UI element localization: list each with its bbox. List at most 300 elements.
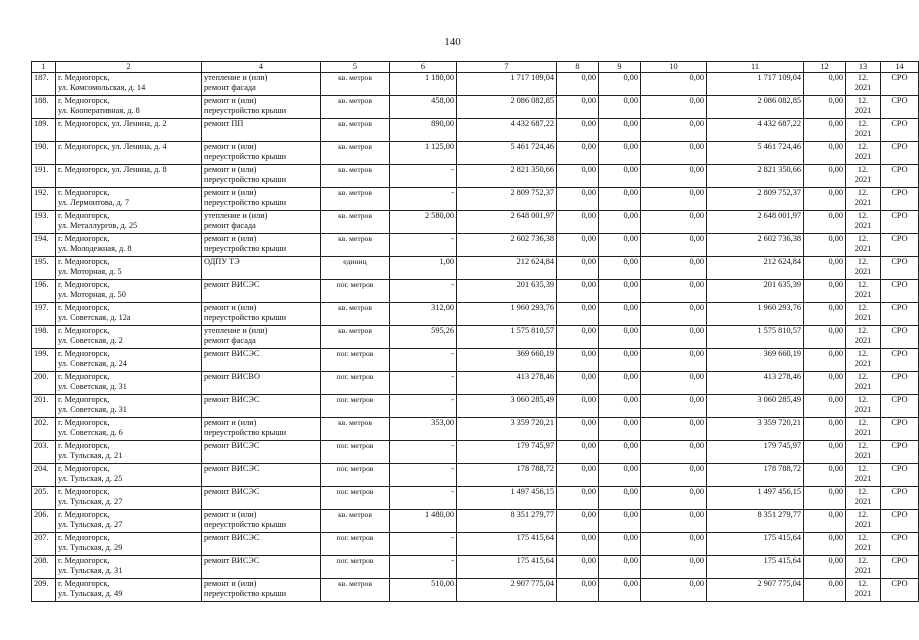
work-type-line: утепление и (или) [204, 211, 268, 221]
period-line: 2021 [854, 497, 872, 507]
work-type-line: ремонт фасада [204, 336, 256, 346]
period-line: 2021 [854, 589, 872, 599]
unit-cell: кв. метров [321, 418, 390, 441]
table-body [32, 73, 919, 602]
period-line: 2021 [854, 221, 872, 231]
period-cell [846, 441, 881, 464]
row-number-cell: 190. [32, 142, 56, 165]
address-line: г. Медногорск, ул. Ленина, д. 8 [58, 165, 167, 175]
period-line: 12. [857, 211, 869, 221]
unit-cell: кв. метров [321, 326, 390, 349]
period-line: 2021 [854, 520, 872, 530]
address-line: ул. Тульская, д. 27 [58, 497, 123, 507]
address-line: г. Медногорск, ул. Ленина, д. 2 [58, 119, 167, 129]
period-line: 12. [857, 533, 869, 543]
col8-cell: 0,00 [557, 280, 599, 303]
period-cell [846, 96, 881, 119]
work-type-cell [202, 326, 321, 349]
col10-cell: 0,00 [641, 165, 707, 188]
address-line: ул. Лермонтова, д. 7 [58, 198, 130, 208]
source-cell: СРО [881, 579, 919, 602]
row-number-cell: 209. [32, 579, 56, 602]
period-cell [846, 257, 881, 280]
col12-cell: 0,00 [804, 349, 846, 372]
row-number-cell: 204. [32, 464, 56, 487]
unit-cell: пог. метров [321, 556, 390, 579]
source-cell: СРО [881, 211, 919, 234]
work-type-cell [202, 487, 321, 510]
address-cell [56, 73, 202, 96]
work-type-line: ремонт фасада [204, 83, 256, 93]
work-type-cell [202, 165, 321, 188]
source-cell: СРО [881, 234, 919, 257]
address-cell [56, 510, 202, 533]
col11-cell: 1 960 293,76 [707, 303, 804, 326]
address-cell [56, 188, 202, 211]
table-header [32, 62, 919, 73]
source-cell: СРО [881, 372, 919, 395]
col12-cell: 0,00 [804, 579, 846, 602]
total-cost-cell: 5 461 724,46 [457, 142, 557, 165]
row-number-cell: 208. [32, 556, 56, 579]
table-row [32, 464, 919, 487]
col11-cell: 2 809 752,37 [707, 188, 804, 211]
column-header: 2 [56, 62, 202, 73]
quantity-cell: - [390, 280, 457, 303]
total-cost-cell: 2 809 752,37 [457, 188, 557, 211]
source-cell: СРО [881, 188, 919, 211]
col10-cell: 0,00 [641, 395, 707, 418]
period-cell [846, 464, 881, 487]
col8-cell: 0,00 [557, 418, 599, 441]
address-line: ул. Советская, д. 24 [58, 359, 127, 369]
address-line: ул. Моторная, д. 5 [58, 267, 122, 277]
period-line: 12. [857, 579, 869, 589]
period-line: 2021 [854, 359, 872, 369]
unit-cell: пог. метров [321, 464, 390, 487]
total-cost-cell: 2 907 775,04 [457, 579, 557, 602]
source-cell: СРО [881, 487, 919, 510]
total-cost-cell: 2 821 350,66 [457, 165, 557, 188]
work-type-line: ремонт ВИСЭС [204, 556, 260, 566]
quantity-cell: - [390, 372, 457, 395]
column-header: 8 [557, 62, 599, 73]
col8-cell: 0,00 [557, 510, 599, 533]
period-line: 2021 [854, 244, 872, 254]
col9-cell: 0,00 [599, 487, 641, 510]
col10-cell: 0,00 [641, 303, 707, 326]
address-line: ул. Металлургов, д. 25 [58, 221, 138, 231]
column-number-row [32, 62, 919, 73]
col12-cell: 0,00 [804, 96, 846, 119]
period-line: 2021 [854, 152, 872, 162]
total-cost-cell: 178 788,72 [457, 464, 557, 487]
period-line: 12. [857, 464, 869, 474]
period-cell [846, 303, 881, 326]
work-type-cell [202, 464, 321, 487]
source-cell: СРО [881, 96, 919, 119]
row-number-cell: 189. [32, 119, 56, 142]
quantity-cell: 890,00 [390, 119, 457, 142]
column-header: 1 [32, 62, 56, 73]
col9-cell: 0,00 [599, 142, 641, 165]
work-type-cell [202, 188, 321, 211]
address-line: ул. Моторная, д. 50 [58, 290, 126, 300]
unit-cell: кв. метров [321, 579, 390, 602]
col11-cell: 1 717 109,04 [707, 73, 804, 96]
quantity-cell: 2 580,00 [390, 211, 457, 234]
col8-cell: 0,00 [557, 119, 599, 142]
col11-cell: 201 635,39 [707, 280, 804, 303]
col10-cell: 0,00 [641, 119, 707, 142]
work-type-line: переустройство крыши [204, 198, 287, 208]
col10-cell: 0,00 [641, 188, 707, 211]
address-line: г. Медногорск, [58, 372, 110, 382]
col10-cell: 0,00 [641, 211, 707, 234]
total-cost-cell: 175 415,64 [457, 556, 557, 579]
period-cell [846, 73, 881, 96]
unit-cell: пог. метров [321, 372, 390, 395]
col11-cell: 413 278,46 [707, 372, 804, 395]
work-type-line: ремонт фасада [204, 221, 256, 231]
source-cell: СРО [881, 142, 919, 165]
period-cell [846, 395, 881, 418]
source-cell: СРО [881, 257, 919, 280]
row-number-cell: 195. [32, 257, 56, 280]
col8-cell: 0,00 [557, 211, 599, 234]
address-line: г. Медногорск, [58, 326, 110, 336]
col11-cell: 2 821 350,66 [707, 165, 804, 188]
work-type-line: ремонт ВИСВО [204, 372, 260, 382]
period-line: 2021 [854, 451, 872, 461]
quantity-cell: - [390, 556, 457, 579]
period-cell [846, 142, 881, 165]
work-type-line: ремонт и (или) [204, 418, 257, 428]
table-row [32, 257, 919, 280]
work-type-cell [202, 349, 321, 372]
col12-cell: 0,00 [804, 165, 846, 188]
table-row [32, 418, 919, 441]
col12-cell: 0,00 [804, 533, 846, 556]
col11-cell: 2 907 775,04 [707, 579, 804, 602]
col12-cell: 0,00 [804, 464, 846, 487]
period-line: 12. [857, 510, 869, 520]
quantity-cell: 353,00 [390, 418, 457, 441]
table-row [32, 372, 919, 395]
col8-cell: 0,00 [557, 464, 599, 487]
address-line: г. Медногорск, [58, 464, 110, 474]
col8-cell: 0,00 [557, 234, 599, 257]
col8-cell: 0,00 [557, 73, 599, 96]
address-cell [56, 165, 202, 188]
work-type-line: переустройство крыши [204, 589, 287, 599]
work-type-line: ОДПУ ТЭ [204, 257, 240, 267]
col12-cell: 0,00 [804, 119, 846, 142]
quantity-cell: 312,00 [390, 303, 457, 326]
col12-cell: 0,00 [804, 418, 846, 441]
column-header: 12 [804, 62, 846, 73]
total-cost-cell: 2 086 082,85 [457, 96, 557, 119]
address-line: г. Медногорск, [58, 441, 110, 451]
unit-cell: кв. метров [321, 119, 390, 142]
table-row [32, 556, 919, 579]
repair-program-table [31, 61, 919, 602]
work-type-cell [202, 510, 321, 533]
col10-cell: 0,00 [641, 510, 707, 533]
column-header: 4 [202, 62, 321, 73]
period-line: 12. [857, 372, 869, 382]
period-cell [846, 533, 881, 556]
work-type-cell [202, 579, 321, 602]
col9-cell: 0,00 [599, 211, 641, 234]
page-number: 140 [444, 36, 461, 48]
col9-cell: 0,00 [599, 234, 641, 257]
address-cell [56, 579, 202, 602]
col12-cell: 0,00 [804, 326, 846, 349]
table-row [32, 142, 919, 165]
period-cell [846, 487, 881, 510]
row-number-cell: 205. [32, 487, 56, 510]
col10-cell: 0,00 [641, 73, 707, 96]
col10-cell: 0,00 [641, 280, 707, 303]
period-line: 2021 [854, 267, 872, 277]
period-line: 2021 [854, 313, 872, 323]
address-cell [56, 211, 202, 234]
col12-cell: 0,00 [804, 372, 846, 395]
work-type-line: ремонт ПП [204, 119, 244, 129]
col9-cell: 0,00 [599, 441, 641, 464]
address-line: г. Медногорск, [58, 556, 110, 566]
col8-cell: 0,00 [557, 165, 599, 188]
col11-cell: 178 788,72 [707, 464, 804, 487]
col11-cell: 212 624,84 [707, 257, 804, 280]
period-cell [846, 510, 881, 533]
total-cost-cell: 175 415,64 [457, 533, 557, 556]
period-line: 12. [857, 234, 869, 244]
table-row [32, 533, 919, 556]
work-type-line: ремонт и (или) [204, 142, 257, 152]
period-line: 2021 [854, 106, 872, 116]
col12-cell: 0,00 [804, 73, 846, 96]
quantity-cell: 458,00 [390, 96, 457, 119]
col8-cell: 0,00 [557, 556, 599, 579]
period-line: 12. [857, 280, 869, 290]
col12-cell: 0,00 [804, 441, 846, 464]
col10-cell: 0,00 [641, 257, 707, 280]
work-type-cell [202, 96, 321, 119]
row-number-cell: 200. [32, 372, 56, 395]
col11-cell: 2 648 001,97 [707, 211, 804, 234]
col12-cell: 0,00 [804, 487, 846, 510]
period-cell [846, 349, 881, 372]
col10-cell: 0,00 [641, 441, 707, 464]
row-number-cell: 194. [32, 234, 56, 257]
total-cost-cell: 4 432 687,22 [457, 119, 557, 142]
col9-cell: 0,00 [599, 556, 641, 579]
unit-cell: кв. метров [321, 165, 390, 188]
work-type-line: утепление и (или) [204, 73, 268, 83]
address-cell [56, 142, 202, 165]
work-type-cell [202, 533, 321, 556]
column-header: 13 [846, 62, 881, 73]
work-type-cell [202, 441, 321, 464]
col12-cell: 0,00 [804, 188, 846, 211]
period-cell [846, 418, 881, 441]
table-row [32, 165, 919, 188]
quantity-cell: - [390, 487, 457, 510]
row-number-cell: 202. [32, 418, 56, 441]
quantity-cell: - [390, 188, 457, 211]
period-cell [846, 234, 881, 257]
column-header: 14 [881, 62, 919, 73]
work-type-line: ремонт и (или) [204, 303, 257, 313]
col10-cell: 0,00 [641, 464, 707, 487]
work-type-cell [202, 119, 321, 142]
col12-cell: 0,00 [804, 234, 846, 257]
work-type-line: ремонт и (или) [204, 579, 257, 589]
address-line: ул. Тульская, д. 29 [58, 543, 123, 553]
unit-cell: пог. метров [321, 533, 390, 556]
address-line: г. Медногорск, [58, 188, 110, 198]
col12-cell: 0,00 [804, 395, 846, 418]
unit-cell: единиц [321, 257, 390, 280]
table-row [32, 441, 919, 464]
source-cell: СРО [881, 464, 919, 487]
period-line: 12. [857, 96, 869, 106]
period-line: 2021 [854, 543, 872, 553]
period-line: 12. [857, 257, 869, 267]
work-type-cell [202, 257, 321, 280]
address-cell [56, 372, 202, 395]
col12-cell: 0,00 [804, 280, 846, 303]
quantity-cell: - [390, 464, 457, 487]
work-type-line: ремонт ВИСЭС [204, 533, 260, 543]
address-line: г. Медногорск, [58, 579, 110, 589]
col8-cell: 0,00 [557, 395, 599, 418]
period-line: 2021 [854, 336, 872, 346]
work-type-cell [202, 556, 321, 579]
address-line: ул. Молодежная, д. 8 [58, 244, 132, 254]
unit-cell: кв. метров [321, 234, 390, 257]
address-cell [56, 418, 202, 441]
total-cost-cell: 1 717 109,04 [457, 73, 557, 96]
col10-cell: 0,00 [641, 372, 707, 395]
col12-cell: 0,00 [804, 510, 846, 533]
unit-cell: кв. метров [321, 96, 390, 119]
row-number-cell: 196. [32, 280, 56, 303]
col10-cell: 0,00 [641, 487, 707, 510]
address-line: ул. Комсомольская, д. 14 [58, 83, 146, 93]
work-type-cell [202, 211, 321, 234]
address-line: г. Медногорск, [58, 395, 110, 405]
address-line: ул. Тульская, д. 25 [58, 474, 123, 484]
source-cell: СРО [881, 326, 919, 349]
table-row [32, 211, 919, 234]
col11-cell: 5 461 724,46 [707, 142, 804, 165]
work-type-line: ремонт и (или) [204, 188, 257, 198]
address-cell [56, 119, 202, 142]
total-cost-cell: 201 635,39 [457, 280, 557, 303]
col10-cell: 0,00 [641, 142, 707, 165]
col9-cell: 0,00 [599, 395, 641, 418]
period-cell [846, 119, 881, 142]
column-header: 10 [641, 62, 707, 73]
col8-cell: 0,00 [557, 441, 599, 464]
col8-cell: 0,00 [557, 372, 599, 395]
col11-cell: 369 660,19 [707, 349, 804, 372]
unit-cell: пог. метров [321, 441, 390, 464]
quantity-cell: 1 125,00 [390, 142, 457, 165]
col12-cell: 0,00 [804, 211, 846, 234]
quantity-cell: - [390, 441, 457, 464]
table-row [32, 234, 919, 257]
col11-cell: 3 359 720,21 [707, 418, 804, 441]
address-line: г. Медногорск, ул. Ленина, д. 4 [58, 142, 167, 152]
period-line: 2021 [854, 566, 872, 576]
col9-cell: 0,00 [599, 349, 641, 372]
unit-cell: кв. метров [321, 142, 390, 165]
row-number-cell: 203. [32, 441, 56, 464]
source-cell: СРО [881, 418, 919, 441]
row-number-cell: 192. [32, 188, 56, 211]
work-type-line: ремонт ВИСЭС [204, 280, 260, 290]
period-line: 2021 [854, 175, 872, 185]
table-row [32, 326, 919, 349]
address-cell [56, 257, 202, 280]
col10-cell: 0,00 [641, 234, 707, 257]
work-type-line: переустройство крыши [204, 106, 287, 116]
period-cell [846, 372, 881, 395]
table-row [32, 395, 919, 418]
row-number-cell: 207. [32, 533, 56, 556]
source-cell: СРО [881, 303, 919, 326]
source-cell: СРО [881, 556, 919, 579]
col10-cell: 0,00 [641, 418, 707, 441]
address-line: г. Медногорск, [58, 234, 110, 244]
address-cell [56, 487, 202, 510]
work-type-line: переустройство крыши [204, 428, 287, 438]
unit-cell: кв. метров [321, 303, 390, 326]
table-row [32, 119, 919, 142]
row-number-cell: 197. [32, 303, 56, 326]
column-header: 11 [707, 62, 804, 73]
work-type-cell [202, 280, 321, 303]
col11-cell: 175 415,64 [707, 556, 804, 579]
work-type-line: переустройство крыши [204, 520, 287, 530]
column-header: 7 [457, 62, 557, 73]
address-cell [56, 326, 202, 349]
col9-cell: 0,00 [599, 96, 641, 119]
table-row [32, 188, 919, 211]
work-type-cell [202, 142, 321, 165]
col10-cell: 0,00 [641, 349, 707, 372]
table-row [32, 579, 919, 602]
col9-cell: 0,00 [599, 464, 641, 487]
address-line: ул. Тульская, д. 27 [58, 520, 123, 530]
work-type-line: ремонт ВИСЭС [204, 464, 260, 474]
quantity-cell: - [390, 349, 457, 372]
work-type-line: переустройство крыши [204, 152, 287, 162]
address-line: ул. Советская, д. 6 [58, 428, 123, 438]
work-type-line: ремонт и (или) [204, 165, 257, 175]
unit-cell: кв. метров [321, 73, 390, 96]
table-row [32, 73, 919, 96]
period-line: 12. [857, 142, 869, 152]
col8-cell: 0,00 [557, 96, 599, 119]
col8-cell: 0,00 [557, 326, 599, 349]
work-type-cell [202, 372, 321, 395]
row-number-cell: 193. [32, 211, 56, 234]
